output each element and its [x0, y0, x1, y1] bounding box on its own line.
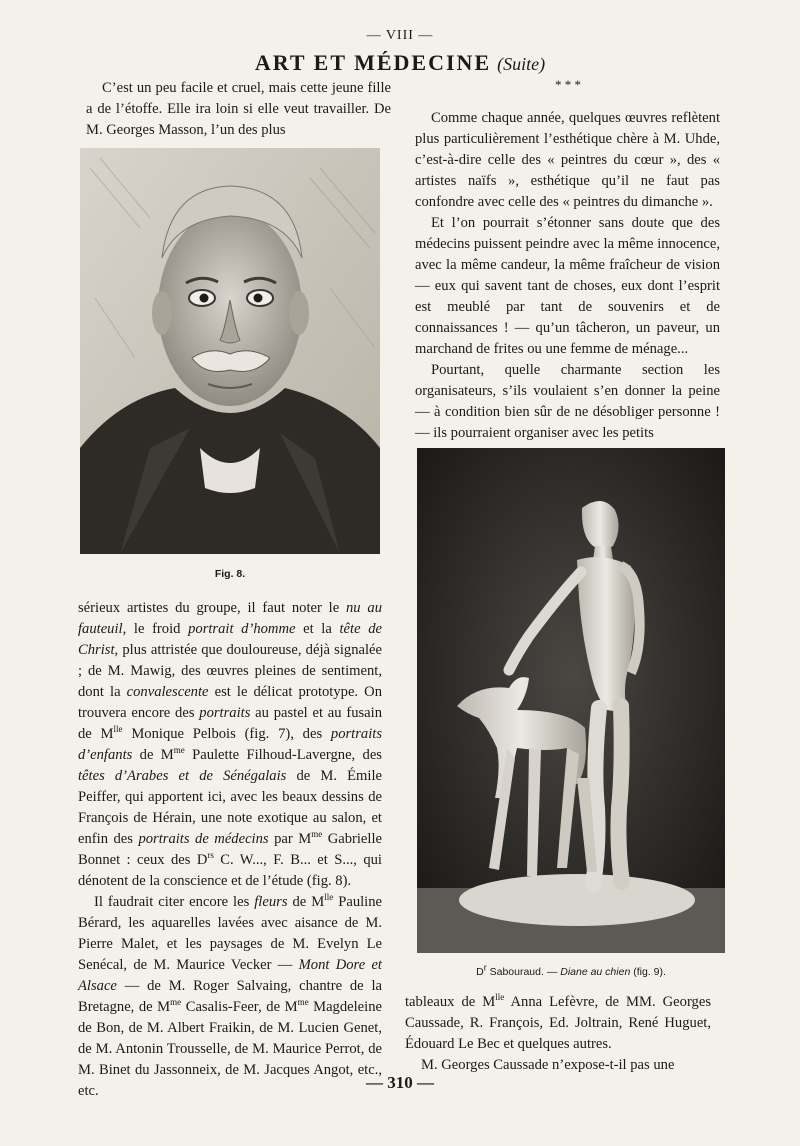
superscript: me: [297, 997, 309, 1008]
text-run: , plus attristée que douloureuse, déjà signalée ; de M. Mawig, des œuvres pleines de sentiment, dont la: [78, 642, 382, 700]
text-run: de M: [132, 747, 174, 763]
title-suffix: (Suite): [497, 54, 546, 74]
italic-title: fleurs: [254, 894, 288, 910]
text-run: sérieux artistes du groupe, il faut noter le: [78, 600, 346, 616]
roman-page-marker: — VIII —: [366, 28, 434, 43]
text-run: Gabrielle Bonnet : ceux des D: [78, 831, 382, 868]
superscript: rs: [207, 850, 214, 861]
right-column-top: [415, 108, 720, 444]
italic-title: nu au fauteuil: [78, 600, 382, 637]
paragraph: [78, 598, 382, 892]
italic-title: portraits de médecins: [138, 831, 269, 847]
paragraph: [405, 992, 711, 1055]
text-run: Anna Lefèvre, de MM. Georges Caussade, R. François, Ed. Joltrain, René Huguet, Édouard Le Bec et quelques autres.: [405, 994, 712, 1052]
paragraph: M. Georges Caussade n’expose-t-il pas une: [421, 1057, 675, 1073]
text-run: Magdeleine de Bon, de M. Albert Fraikin, de M. Lucien Genet, de M. Antonin Trousselle, de M. Maurice Perrot, de M. Binet du Jassonneix, de M. Jacques Angot, etc., etc.: [78, 999, 382, 1099]
figure-8-portrait: [80, 148, 380, 554]
text-run: Casalis-Feer, de M: [181, 999, 298, 1015]
superscript: lle: [113, 724, 123, 735]
article-title: [0, 50, 800, 76]
paragraph: Et l’on pourrait s’étonner sans doute que des médecins puissent peindre avec la même innocence, avec la même candeur, la même fraîcheur de vision — eux qui savent tant de choses, eux dont l’esprit est meublé par tant de souvenirs et de connaissances ! — qu’un tâcheron, un paveur, un marchand de frites ou une femme de ménage...: [415, 215, 720, 357]
figure-9-sculpture-photo: [417, 448, 725, 953]
paragraph: Pourtant, quelle charmante section les organisateurs, s’ils voulaient s’en donner la peine — à condition bien sûr de ne désobliger personne ! — ils pourraient organiser avec les petits: [415, 362, 720, 441]
superscript: lle: [324, 892, 334, 903]
text-run: et la: [295, 621, 340, 637]
left-column-bottom: [78, 598, 382, 1102]
text-run: Monique Pelbois (fig. 7), des: [122, 726, 331, 742]
caption-text: D: [476, 966, 484, 978]
italic-title: convalescente: [126, 684, 209, 700]
title-main: ART ET MÉDECINE: [254, 50, 492, 75]
text-run: C. W..., F. B... et S..., qui dénotent de la conscience et de l’étude (fig. 8).: [78, 852, 382, 889]
paragraph: Comme chaque année, quelques œuvres reflètent plus particulièrement l’esthétique chère à M. Uhde, c’est-à-dire celle des « peintres du cœur », des « artistes naïfs », esthétique qu’il ne faut pas confondre avec celle des « peintres du dimanche ».: [415, 110, 720, 210]
text-run: au pastel et au fusain de M: [78, 705, 383, 742]
superscript: me: [170, 997, 182, 1008]
text-run: Pauline Bérard, les aquarelles lavées avec aisance de M. Pierre Malet, et les paysages de M. Evelyn Le Senécal, de M. Maurice Vecker —: [78, 894, 382, 973]
sculpture-photo: [417, 448, 725, 953]
paragraph: C’est un peu facile et cruel, mais cette jeune fille a de l’étoffe. Elle ira loin si elle veut travailler. De M. Georges Masson, l’un des plus: [86, 80, 391, 138]
portrait-drawing: [80, 148, 380, 554]
page-number: — 310 —: [366, 1073, 434, 1092]
section-separator: * * *: [555, 77, 581, 92]
text-run: tableaux de M: [405, 994, 496, 1010]
caption-text: Sabouraud. —: [486, 966, 561, 978]
text-run: , le froid: [122, 621, 189, 637]
italic-title: tête de Christ: [78, 621, 382, 658]
text-run: Il faudrait citer encore les: [94, 894, 255, 910]
text-run: de M. Émile Peiffer, qui apportent ici, avec les beaux dessins de François de Hérain, une note exotique au salon, et enfin des: [78, 768, 382, 847]
superscript: me: [173, 745, 185, 756]
italic-title: Mont Dore et Alsace: [78, 957, 382, 994]
text-run: — de M. Roger Salvaing, chantre de la Bretagne, de M: [78, 978, 382, 1015]
right-column-bottom: [405, 992, 711, 1076]
italic-title: portrait d’homme: [188, 621, 296, 637]
figure-9-caption: [417, 962, 725, 978]
figure-8-caption: Fig. 8.: [214, 568, 246, 580]
italic-title: portraits: [199, 705, 251, 721]
superscript: me: [311, 829, 323, 840]
superscript: lle: [495, 992, 505, 1003]
superscript: r: [483, 962, 487, 973]
caption-text: (fig. 9).: [630, 966, 666, 978]
text-run: par M: [268, 831, 312, 847]
left-column-top: [86, 78, 391, 141]
text-run: de M: [287, 894, 325, 910]
paragraph: [78, 892, 382, 1102]
text-run: est le délicat prototype. On trouvera encore des: [78, 684, 382, 721]
caption-artwork-title: Diane au chien: [560, 966, 631, 978]
text-run: Paulette Filhoud-Lavergne, des: [184, 747, 382, 763]
italic-title: têtes d’Arabes et de Sénégalais: [78, 768, 287, 784]
italic-title: portraits d’enfants: [78, 726, 382, 763]
